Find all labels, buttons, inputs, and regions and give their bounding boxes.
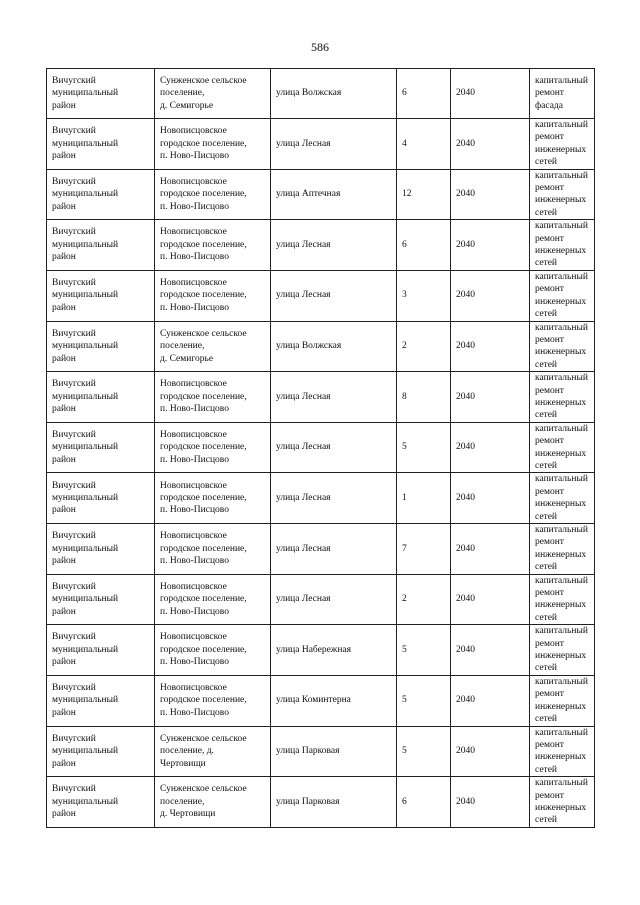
cell-district: Вичугский муниципальный район (47, 726, 155, 777)
cell-house-number: 2 (397, 574, 451, 625)
cell-settlement: Сунженское сельское поселение, д. Семигорье (155, 321, 271, 372)
table-row (47, 119, 595, 170)
cell-street: улица Волжская (271, 69, 397, 119)
table-row (47, 69, 595, 119)
cell-street: улица Лесная (271, 473, 397, 524)
cell-district: Вичугский муниципальный район (47, 625, 155, 676)
cell-street: улица Лесная (271, 574, 397, 625)
table-row (47, 574, 595, 625)
cell-street: улица Лесная (271, 524, 397, 575)
cell-year: 2040 (451, 372, 530, 423)
repair-schedule-table (46, 68, 595, 828)
cell-settlement: Сунженское сельское поселение, д. Чертовищи (155, 777, 271, 828)
table-row (47, 321, 595, 372)
table-row (47, 625, 595, 676)
cell-work-type: капитальный ремонт инженерных сетей (530, 524, 595, 575)
cell-work-type: капитальный ремонт фасада (530, 69, 595, 119)
cell-settlement: Новописцовское городское поселение, п. Ново-Писцово (155, 119, 271, 170)
table-row (47, 372, 595, 423)
cell-year: 2040 (451, 473, 530, 524)
cell-year: 2040 (451, 422, 530, 473)
cell-district: Вичугский муниципальный район (47, 473, 155, 524)
cell-street: улица Парковая (271, 726, 397, 777)
cell-house-number: 4 (397, 119, 451, 170)
cell-work-type: капитальный ремонт инженерных сетей (530, 422, 595, 473)
cell-street: улица Набережная (271, 625, 397, 676)
table-row (47, 169, 595, 220)
cell-year: 2040 (451, 625, 530, 676)
cell-settlement: Сунженское сельское поселение, д. Чертовищи (155, 726, 271, 777)
cell-year: 2040 (451, 69, 530, 119)
cell-work-type: капитальный ремонт инженерных сетей (530, 169, 595, 220)
cell-district: Вичугский муниципальный район (47, 169, 155, 220)
cell-work-type: капитальный ремонт инженерных сетей (530, 321, 595, 372)
cell-district: Вичугский муниципальный район (47, 524, 155, 575)
cell-house-number: 5 (397, 625, 451, 676)
cell-work-type: капитальный ремонт инженерных сетей (530, 625, 595, 676)
page-number: 586 (311, 40, 329, 54)
cell-house-number: 7 (397, 524, 451, 575)
cell-street: улица Коминтерна (271, 675, 397, 726)
cell-year: 2040 (451, 169, 530, 220)
cell-street: улица Лесная (271, 119, 397, 170)
cell-settlement: Новописцовское городское поселение, п. Ново-Писцово (155, 473, 271, 524)
cell-district: Вичугский муниципальный район (47, 69, 155, 119)
cell-district: Вичугский муниципальный район (47, 574, 155, 625)
cell-settlement: Новописцовское городское поселение, п. Ново-Писцово (155, 675, 271, 726)
table-body (47, 69, 595, 828)
cell-house-number: 5 (397, 422, 451, 473)
cell-street: улица Волжская (271, 321, 397, 372)
cell-work-type: капитальный ремонт инженерных сетей (530, 119, 595, 170)
cell-settlement: Новописцовское городское поселение, п. Ново-Писцово (155, 574, 271, 625)
cell-street: улица Лесная (271, 220, 397, 271)
cell-work-type: капитальный ремонт инженерных сетей (530, 372, 595, 423)
cell-house-number: 12 (397, 169, 451, 220)
table-row (47, 726, 595, 777)
cell-district: Вичугский муниципальный район (47, 220, 155, 271)
cell-year: 2040 (451, 777, 530, 828)
table-row (47, 220, 595, 271)
cell-year: 2040 (451, 321, 530, 372)
cell-house-number: 5 (397, 675, 451, 726)
cell-house-number: 5 (397, 726, 451, 777)
cell-work-type: капитальный ремонт инженерных сетей (530, 777, 595, 828)
cell-house-number: 1 (397, 473, 451, 524)
table-row (47, 675, 595, 726)
cell-year: 2040 (451, 270, 530, 321)
cell-settlement: Новописцовское городское поселение, п. Ново-Писцово (155, 169, 271, 220)
cell-street: улица Парковая (271, 777, 397, 828)
cell-street: улица Лесная (271, 270, 397, 321)
table-row (47, 524, 595, 575)
cell-house-number: 3 (397, 270, 451, 321)
cell-work-type: капитальный ремонт инженерных сетей (530, 675, 595, 726)
cell-work-type: капитальный ремонт инженерных сетей (530, 574, 595, 625)
cell-street: улица Лесная (271, 422, 397, 473)
cell-house-number: 6 (397, 777, 451, 828)
table-row (47, 270, 595, 321)
cell-district: Вичугский муниципальный район (47, 270, 155, 321)
cell-year: 2040 (451, 524, 530, 575)
cell-district: Вичугский муниципальный район (47, 321, 155, 372)
cell-house-number: 2 (397, 321, 451, 372)
cell-settlement: Сунженское сельское поселение, д. Семигорье (155, 69, 271, 119)
cell-district: Вичугский муниципальный район (47, 372, 155, 423)
table-row (47, 422, 595, 473)
cell-work-type: капитальный ремонт инженерных сетей (530, 473, 595, 524)
cell-year: 2040 (451, 119, 530, 170)
cell-street: улица Аптечная (271, 169, 397, 220)
cell-year: 2040 (451, 726, 530, 777)
cell-district: Вичугский муниципальный район (47, 675, 155, 726)
cell-settlement: Новописцовское городское поселение, п. Ново-Писцово (155, 422, 271, 473)
cell-settlement: Новописцовское городское поселение, п. Ново-Писцово (155, 524, 271, 575)
cell-year: 2040 (451, 574, 530, 625)
cell-house-number: 6 (397, 69, 451, 119)
cell-house-number: 8 (397, 372, 451, 423)
cell-district: Вичугский муниципальный район (47, 119, 155, 170)
cell-district: Вичугский муниципальный район (47, 422, 155, 473)
table-row (47, 473, 595, 524)
cell-work-type: капитальный ремонт инженерных сетей (530, 220, 595, 271)
cell-year: 2040 (451, 675, 530, 726)
table-row (47, 777, 595, 828)
cell-settlement: Новописцовское городское поселение, п. Ново-Писцово (155, 372, 271, 423)
cell-settlement: Новописцовское городское поселение, п. Ново-Писцово (155, 625, 271, 676)
cell-work-type: капитальный ремонт инженерных сетей (530, 726, 595, 777)
cell-work-type: капитальный ремонт инженерных сетей (530, 270, 595, 321)
cell-settlement: Новописцовское городское поселение, п. Ново-Писцово (155, 270, 271, 321)
cell-district: Вичугский муниципальный район (47, 777, 155, 828)
cell-settlement: Новописцовское городское поселение, п. Ново-Писцово (155, 220, 271, 271)
cell-year: 2040 (451, 220, 530, 271)
cell-house-number: 6 (397, 220, 451, 271)
cell-street: улица Лесная (271, 372, 397, 423)
